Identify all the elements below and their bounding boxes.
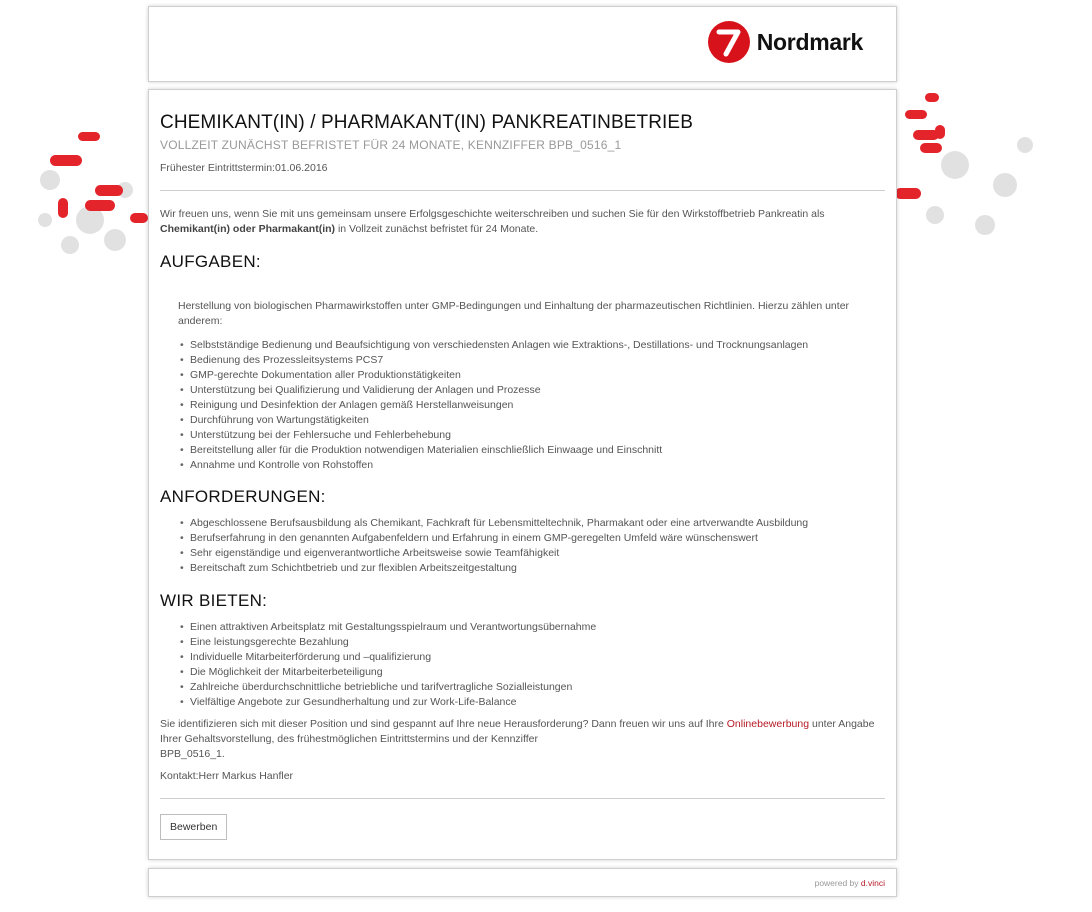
- job-posting: [148, 89, 897, 860]
- list-item: • Sehr eigenständige und eigenverantwortliche Arbeitsweise sowie Teamfähigkeit: [180, 546, 885, 561]
- list-item: • Individuelle Mitarbeiterförderung und –qualifizierung: [180, 650, 885, 665]
- list-item: • Bereitschaft zum Schichtbetrieb und zur flexiblen Arbeitszeitgestaltung: [180, 561, 885, 576]
- nordmark-logo-icon: [707, 20, 751, 64]
- closing-paragraph: Sie identifizieren sich mit dieser Position und sind gespannt auf Ihre neue Herausforderung? Dann freuen wir uns auf Ihre Onlinebewerbung unter Angabe Ihrer Gehaltsvorstellung, des frühestmöglichen Eintrittstermins und der Kennziffer BPB_0516_1.: [160, 718, 875, 760]
- list-item: • Durchführung von Wartungstätigkeiten: [180, 413, 885, 428]
- heading-wir-bieten: WIR BIETEN:: [160, 591, 268, 610]
- intro-paragraph: Wir freuen uns, wenn Sie mit uns gemeinsam unsere Erfolgsgeschichte weiterschreiben und suchen Sie für den Wirkstoffbetrieb Pankreatin als Chemikant(in) oder Pharmakant(in) in Vollzeit zunächst befristet für 24 Monate.: [160, 208, 825, 235]
- list-item: • Vielfältige Angebote zur Gesundherhaltung und zur Work-Life-Balance: [180, 695, 885, 710]
- pills-decoration-left: [30, 120, 160, 270]
- list-item: • Selbstständige Bedienung und Beaufsichtigung von verschiedensten Anlagen wie Extraktions-, Destillations- und Trocknungsanlagen: [180, 338, 885, 353]
- apply-button[interactable]: Bewerben: [160, 814, 227, 840]
- list-item: • Einen attraktiven Arbeitsplatz mit Gestaltungsspielraum und Verantwortungsübernahme: [180, 620, 885, 635]
- contact-person: Kontakt:Herr Markus Hanfler: [160, 770, 294, 782]
- aufgaben-list: [160, 338, 885, 473]
- anforderungen-list: [160, 516, 885, 576]
- company-name: Nordmark: [756, 28, 863, 55]
- start-date: Frühester Eintrittstermin:01.06.2016: [160, 162, 328, 174]
- pills-decoration-right: [895, 85, 1040, 245]
- company-logo[interactable]: [707, 20, 863, 64]
- job-subtitle: VOLLZEIT ZUNÄCHST BEFRISTET FÜR 24 MONATE, KENNZIFFER BPB_0516_1: [160, 138, 622, 152]
- list-item: • Reinigung und Desinfektion der Anlagen gemäß Herstellanweisungen: [180, 398, 885, 413]
- powered-by: powered by d.vinci: [814, 878, 885, 888]
- list-item: • Zahlreiche überdurchschnittliche betriebliche und tarifvertragliche Sozialleistungen: [180, 680, 885, 695]
- list-item: • Die Möglichkeit der Mitarbeiterbeteiligung: [180, 665, 885, 680]
- list-item: • Bereitstellung aller für die Produktion notwendigen Materialien einschließlich Einwaage und Einschnitt: [180, 443, 885, 458]
- online-application-link[interactable]: Onlinebewerbung: [726, 718, 810, 730]
- divider: [160, 190, 885, 191]
- header-bar: [148, 6, 897, 82]
- heading-aufgaben: AUFGABEN:: [160, 252, 261, 271]
- list-item: • Unterstützung bei Qualifizierung und Validierung der Anlagen und Prozesse: [180, 383, 885, 398]
- footer-bar: [148, 868, 897, 897]
- intro-position-bold: Chemikant(in) oder Pharmakant(in): [160, 223, 336, 235]
- dvinci-link[interactable]: d.vinci: [860, 878, 885, 888]
- wir-bieten-list: [160, 620, 885, 710]
- heading-anforderungen: ANFORDERUNGEN:: [160, 487, 326, 506]
- list-item: • Unterstützung bei der Fehlersuche und Fehlerbehebung: [180, 428, 885, 443]
- divider: [160, 798, 885, 799]
- list-item: • Berufserfahrung in den genannten Aufgabenfeldern und Erfahrung in einem GMP-geregelten Umfeld wäre wünschenswert: [180, 531, 885, 546]
- list-item: • GMP-gerechte Dokumentation aller Produktionstätigkeiten: [180, 368, 885, 383]
- list-item: • Abgeschlossene Berufsausbildung als Chemikant, Fachkraft für Lebensmitteltechnik, Pharmakant oder eine artverwandte Ausbildung: [180, 516, 885, 531]
- list-item: • Bedienung des Prozessleitsystems PCS7: [180, 353, 885, 368]
- list-item: • Annahme und Kontrolle von Rohstoffen: [180, 458, 885, 473]
- aufgaben-intro: Herstellung von biologischen Pharmawirkstoffen unter GMP-Bedingungen und Einhaltung der pharmazeutischen Richtlinien. Hierzu zählen unter anderem:: [178, 300, 850, 327]
- job-title: CHEMIKANT(IN) / PHARMAKANT(IN) PANKREATINBETRIEB: [160, 112, 693, 133]
- list-item: • Eine leistungsgerechte Bezahlung: [180, 635, 885, 650]
